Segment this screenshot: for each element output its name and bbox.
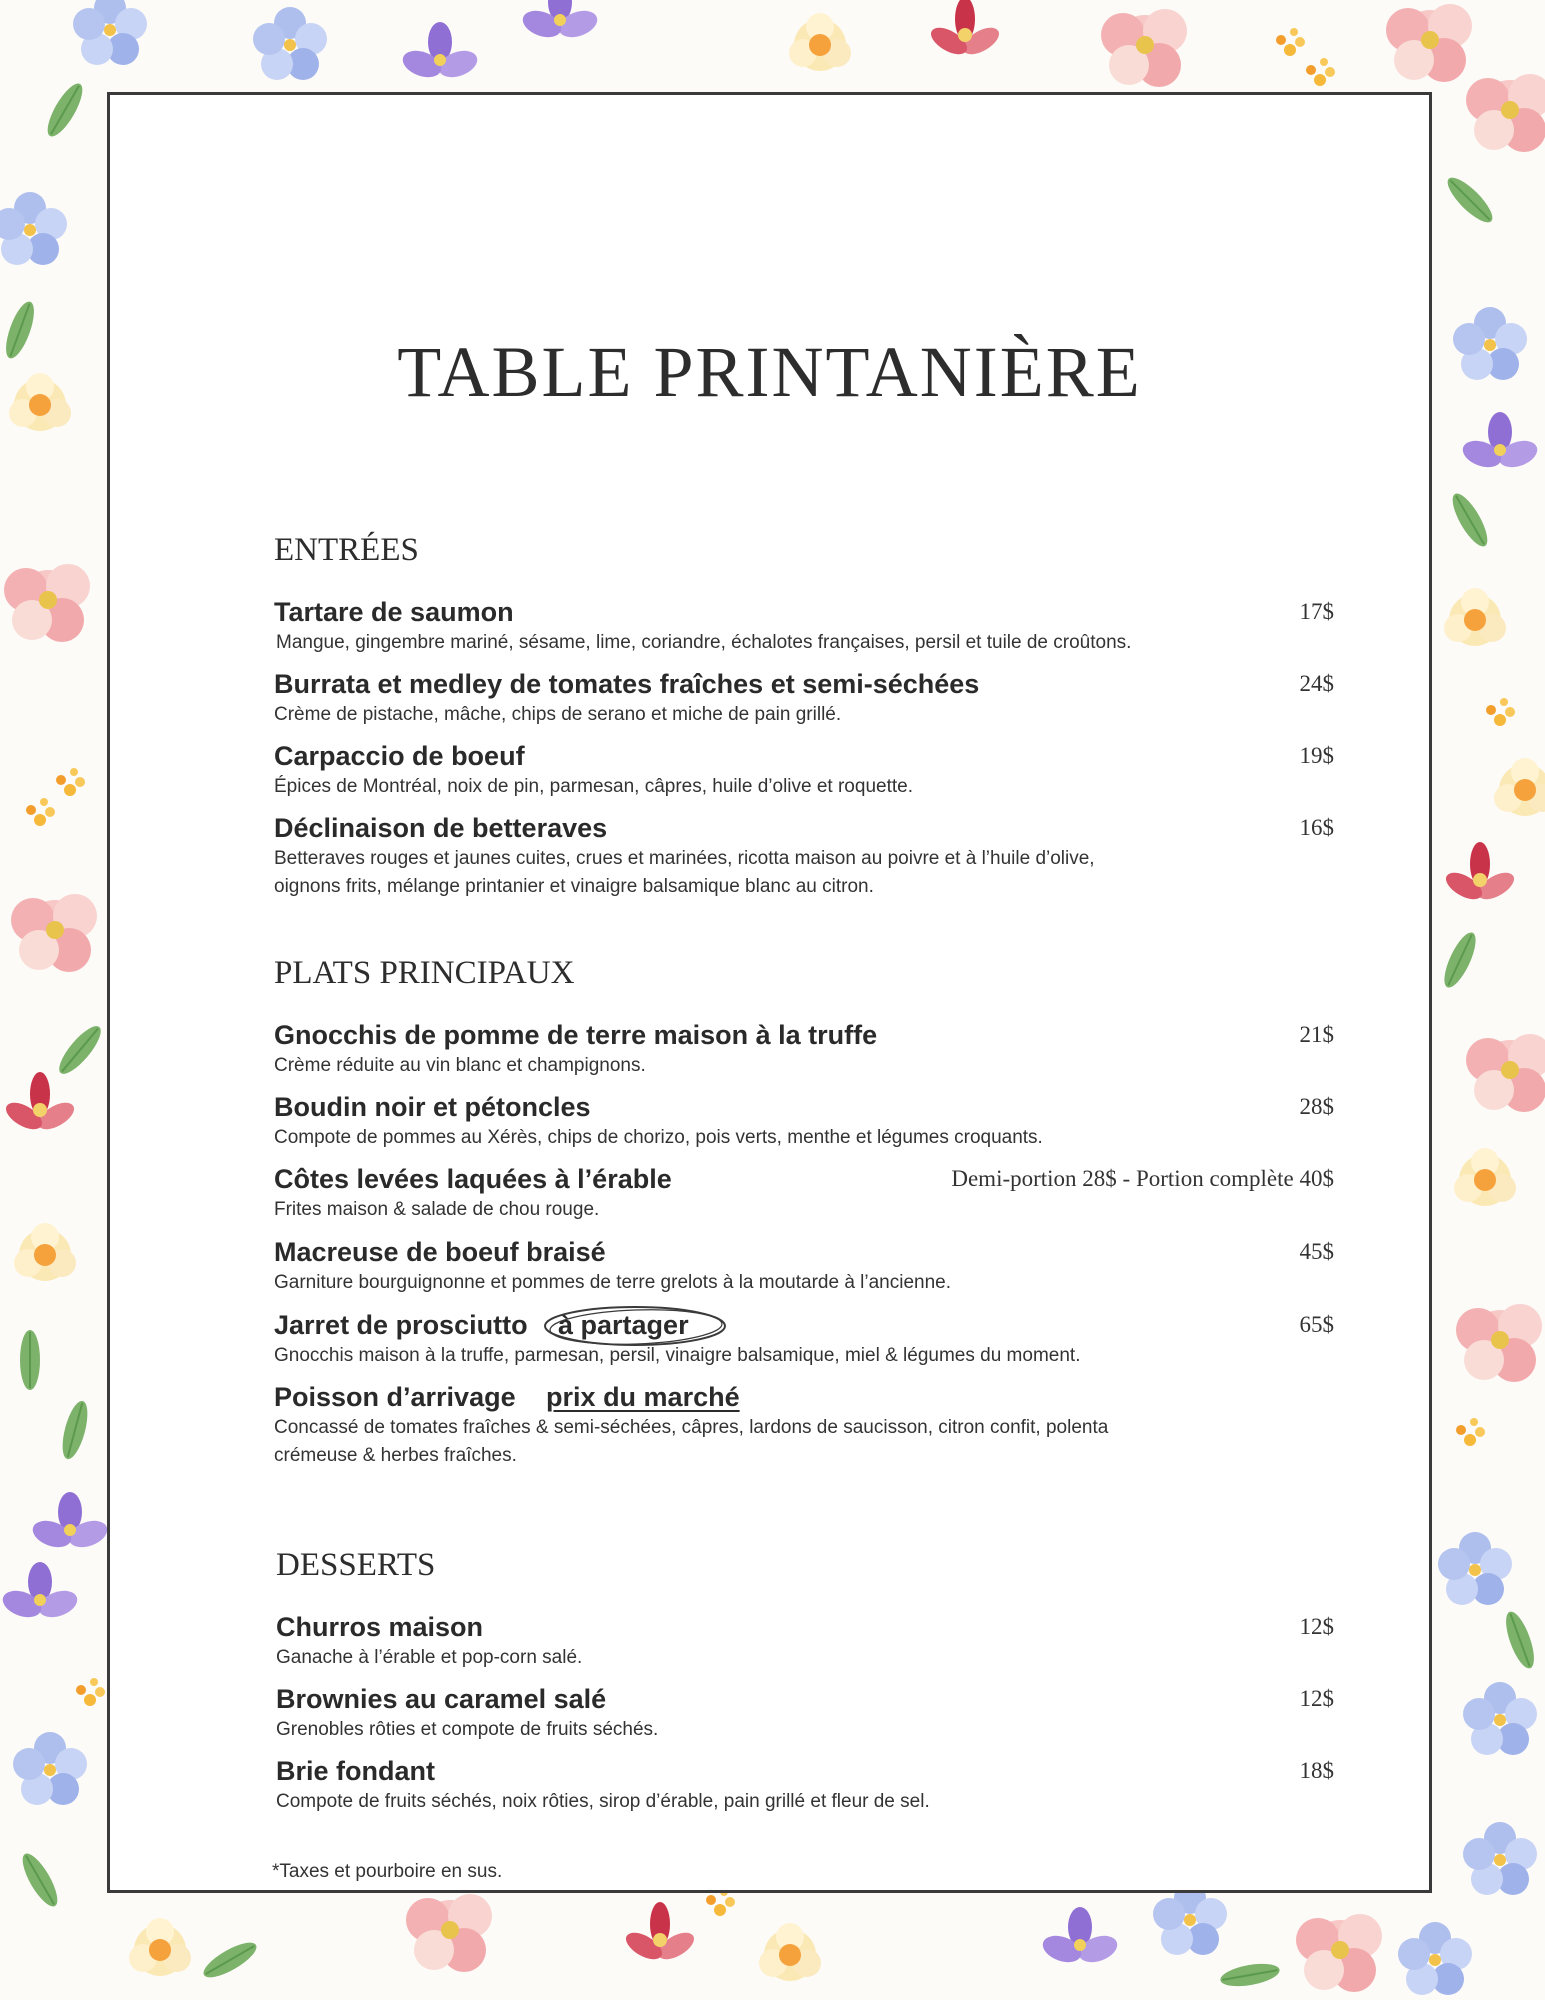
section-heading-desserts: DESSERTS (276, 1547, 436, 1583)
dish-name: Carpaccio de boeuf (274, 741, 525, 771)
dish-name: Macreuse de boeuf braisé (274, 1237, 606, 1267)
footnote: *Taxes et pourboire en sus. (272, 1861, 503, 1882)
dish-price: 12$ (1299, 1614, 1334, 1639)
hand-drawn-circle (540, 1302, 730, 1350)
dish-item (274, 1380, 1334, 1470)
dish-name: Burrata et medley de tomates fraîches et semi-séchées (274, 669, 980, 699)
section-heading-plats: PLATS PRINCIPAUX (274, 955, 575, 991)
dish-item (276, 1682, 1334, 1744)
dish-description: Crème de pistache, mâche, chips de serano et miche de pain grillé. (274, 704, 842, 725)
dish-price: 19$ (1299, 743, 1334, 768)
dish-description: Garniture bourguignonne et pommes de terre grelots à la moutarde à l’ancienne. (274, 1272, 952, 1293)
dish-description: Gnocchis maison à la truffe, parmesan, persil, vinaigre balsamique, miel & légumes du moment. (274, 1345, 1081, 1366)
dish-price: 21$ (1299, 1022, 1334, 1047)
dish-description: Grenobles rôties et compote de fruits séchés. (276, 1719, 659, 1740)
dish-description: Compote de fruits séchés, noix rôties, sirop d’érable, pain grillé et fleur de sel. (276, 1791, 930, 1812)
dish-price: 18$ (1299, 1758, 1334, 1783)
dish-price: 24$ (1299, 671, 1334, 696)
dish-price: 12$ (1299, 1686, 1334, 1711)
dish-item (274, 1018, 1334, 1080)
dish-name: Poisson d’arrivage (274, 1382, 516, 1412)
dish-name: Churros maison (276, 1612, 484, 1642)
dish-item (274, 667, 1334, 729)
dish-name: Boudin noir et pétoncles (274, 1092, 591, 1122)
dish-item (274, 595, 1334, 657)
dish-name: Brie fondant (276, 1756, 435, 1786)
dish-name: Côtes levées laquées à l’érable (274, 1164, 672, 1194)
dish-name: Brownies au caramel salé (276, 1684, 607, 1714)
sharing-tag-label: à partager (558, 1310, 689, 1340)
dish-description: Épices de Montréal, noix de pin, parmesan, câpres, huile d’olive et roquette. (274, 776, 913, 797)
menu-card (107, 92, 1432, 1893)
dish-description: Mangue, gingembre mariné, sésame, lime, coriandre, échalotes françaises, persil et tuile de croûtons. (276, 632, 1132, 653)
dish-description: Compote de pommes au Xérès, chips de chorizo, pois verts, menthe et légumes croquants. (274, 1127, 1043, 1148)
dish-item (274, 811, 1334, 901)
dish-description: Frites maison & salade de chou rouge. (274, 1199, 600, 1220)
dish-name: Gnocchis de pomme de terre maison à la truffe (274, 1020, 878, 1050)
dish-price: 45$ (1299, 1239, 1334, 1264)
dish-item (276, 1754, 1334, 1816)
dish-item (274, 1090, 1334, 1152)
dish-description: Crème réduite au vin blanc et champignons. (274, 1055, 646, 1076)
dish-name: Déclinaison de betteraves (274, 813, 608, 843)
section-heading-entrees: ENTRÉES (274, 532, 419, 568)
dish-name: Tartare de saumon (274, 597, 514, 627)
menu-title: TABLE PRINTANIÈRE (397, 332, 1142, 412)
dish-description: Concassé de tomates fraîches & semi-séchées, câpres, lardons de saucisson, citron confit, polenta crémeuse & herbes fraîches. (274, 1417, 1109, 1466)
dish-price: 16$ (1299, 815, 1334, 840)
dish-price: 17$ (1299, 599, 1334, 624)
dish-price: Demi-portion 28$ - Portion complète 40$ (951, 1166, 1334, 1191)
dish-item (274, 1235, 1334, 1297)
dish-name: Jarret de prosciutto (274, 1310, 528, 1340)
dish-item (274, 739, 1334, 801)
dish-item (274, 1308, 1334, 1370)
dish-description: Ganache à l’érable et pop-corn salé. (276, 1647, 583, 1668)
dish-item (276, 1610, 1334, 1672)
dish-item (274, 1162, 1334, 1224)
market-price-tag: prix du marché (546, 1382, 740, 1412)
dish-price: 28$ (1299, 1094, 1334, 1119)
dish-description: Betteraves rouges et jaunes cuites, crues et marinées, ricotta maison au poivre et à l’huile d’olive, oignons frits, mélange printanier et vinaigre balsamique blanc au citron. (274, 848, 1095, 897)
sharing-tag (546, 1310, 701, 1341)
dish-price: 65$ (1299, 1312, 1334, 1337)
